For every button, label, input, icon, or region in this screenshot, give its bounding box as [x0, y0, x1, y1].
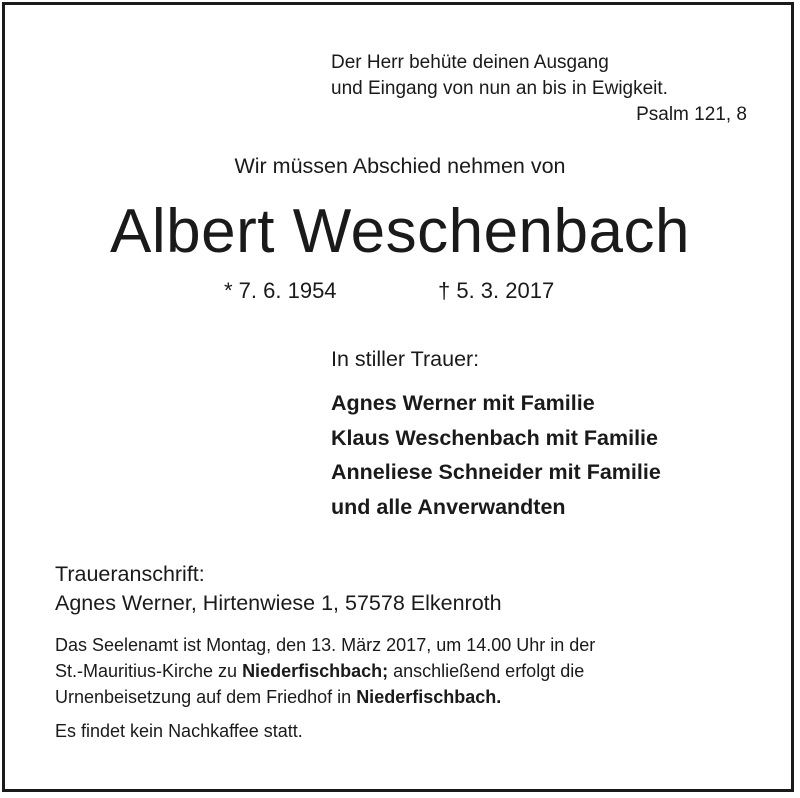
notice-text: St.-Mauritius-Kirche zu	[55, 661, 243, 681]
mourning-label: In stiller Trauer:	[331, 347, 480, 371]
notice-place-bold: Niederfischbach;	[242, 661, 389, 681]
notice-text: Urnenbeisetzung auf dem Friedhof in	[55, 687, 357, 707]
death-date: † 5. 3. 2017	[438, 278, 555, 303]
mourner-entry: und alle Anverwandten	[331, 494, 566, 519]
notice-line-3	[55, 684, 595, 710]
birth-date: * 7. 6. 1954	[224, 278, 337, 303]
notice-line-2	[55, 658, 595, 684]
mourners-list	[331, 386, 661, 524]
address-label: Traueranschrift:	[55, 562, 205, 586]
notice-line-1: Das Seelenamt ist Montag, den 13. März 2017, um 14.00 Uhr in der	[55, 635, 596, 655]
mourner-entry: Agnes Werner mit Familie	[331, 391, 595, 415]
notice-place-bold: Niederfischbach.	[356, 687, 502, 707]
funeral-notice	[55, 632, 595, 710]
mourning-address: Agnes Werner, Hirtenwiese 1, 57578 Elkenroth	[55, 591, 502, 615]
farewell-intro: Wir müssen Abschied nehmen von	[234, 154, 566, 178]
mourner-entry: Klaus Weschenbach mit Familie	[331, 425, 658, 450]
verse-reference: Psalm 121, 8	[636, 104, 747, 125]
bible-verse	[331, 50, 668, 102]
verse-line-2: und Eingang von nun an bis in Ewigkeit.	[331, 78, 668, 99]
notice-text: anschließend erfolgt die	[388, 661, 585, 681]
deceased-name: Albert Weschenbach	[110, 197, 690, 266]
mourner-entry: Anneliese Schneider mit Familie	[331, 460, 661, 484]
verse-line-1: Der Herr behüte deinen Ausgang	[331, 52, 609, 73]
coffee-notice: Es findet kein Nachkaffee statt.	[55, 721, 303, 741]
